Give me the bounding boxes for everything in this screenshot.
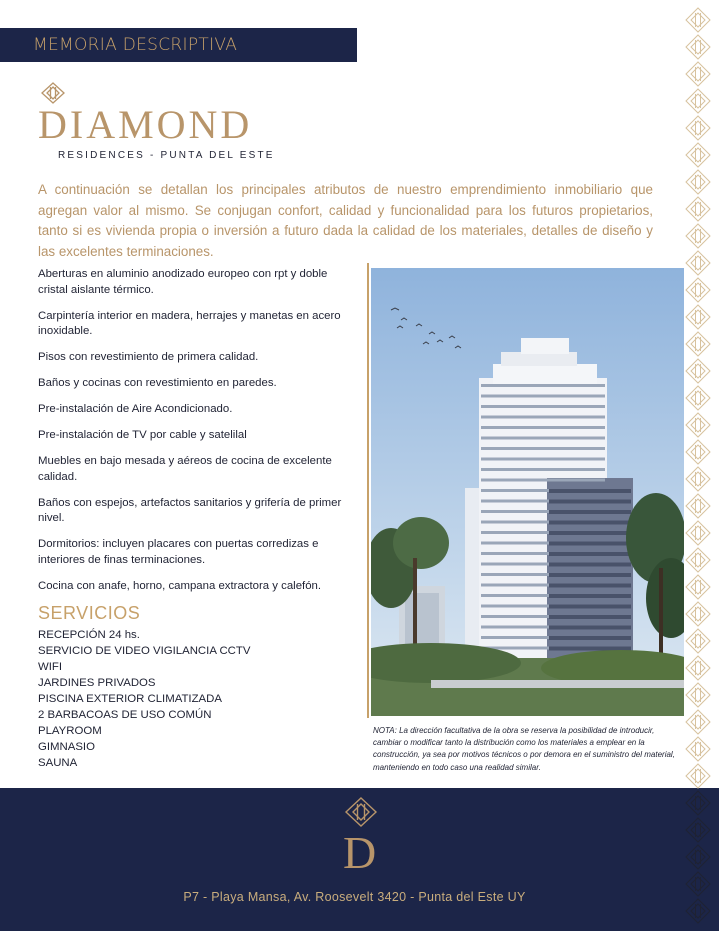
pattern-diamond <box>686 89 710 113</box>
pattern-diamond <box>686 629 710 653</box>
service-item: SAUNA <box>38 757 78 769</box>
diamond-footer-icon <box>344 797 378 827</box>
intro-paragraph: A continuación se detallan los principales atributos de nuestro emprendimiento inmobiliario que agregan valor al mismo. Se conjugan confort, calidad y funcionalidad para los futuros propietarios, tanto si es vivienda propia o inversión a futuro dada la calidad de los materiales, detalles de diseño y las excelentes terminaciones. <box>38 182 653 259</box>
service-item: RECEPCIÓN 24 hs. <box>38 629 140 641</box>
pattern-diamond <box>686 602 710 626</box>
floor-band <box>481 447 605 450</box>
floor-band <box>481 468 605 471</box>
feature-item: Dormitorios: incluyen placares con puertas corredizas e interiores de finas terminaciones. <box>38 538 319 566</box>
service-item: PLAYROOM <box>38 725 102 737</box>
pattern-diamond <box>686 62 710 86</box>
service-item: 2 BARBACOAS DE USO COMÚN <box>38 709 212 721</box>
floor-band <box>481 426 605 429</box>
floor-band <box>549 636 631 640</box>
footer-monogram: D <box>343 827 377 878</box>
floor-band <box>481 405 605 408</box>
pattern-diamond <box>686 575 710 599</box>
gold-divider <box>367 263 369 718</box>
floor-band <box>549 552 631 556</box>
floor-band <box>549 626 631 630</box>
pattern-diamond <box>686 8 710 32</box>
services-title: SERVICIOS <box>38 603 141 623</box>
pattern-diamond <box>686 35 710 59</box>
pattern-diamond <box>686 467 710 491</box>
service-item: GIMNASIO <box>38 741 95 753</box>
pattern-diamond <box>686 818 710 842</box>
pattern-diamond <box>686 710 710 734</box>
brand-name: DIAMOND <box>38 102 253 147</box>
floor-band <box>549 647 631 651</box>
floor-band <box>549 605 631 609</box>
floor-band <box>549 563 631 567</box>
floor-band <box>549 500 631 504</box>
floor-band <box>549 594 631 598</box>
header-title: MEMORIA DESCRIPTIVA <box>33 35 238 55</box>
pattern-diamond <box>686 143 710 167</box>
pattern-diamond <box>686 494 710 518</box>
pattern-diamond <box>686 170 710 194</box>
feature-item: Pre-instalación de Aire Acondicionado. <box>38 403 233 415</box>
pattern-diamond <box>686 440 710 464</box>
pattern-diamond <box>686 737 710 761</box>
pattern-diamond <box>686 224 710 248</box>
floor-band <box>481 458 605 461</box>
pattern-diamond <box>686 359 710 383</box>
pattern-diamond <box>686 197 710 221</box>
feature-item: Baños con espejos, artefactos sanitarios y grifería de primer nivel. <box>38 496 342 524</box>
floor-band <box>549 489 631 493</box>
pattern-diamond <box>686 791 710 815</box>
floor-band <box>481 416 605 419</box>
diamond-pattern-decoration <box>676 0 719 931</box>
pattern-diamond <box>686 656 710 680</box>
feature-item: Pre-instalación de TV por cable y satelilal <box>38 429 247 441</box>
pattern-diamond <box>686 521 710 545</box>
pattern-diamond <box>686 548 710 572</box>
floor-band <box>549 521 631 525</box>
pattern-diamond <box>686 332 710 356</box>
pattern-diamond <box>686 251 710 275</box>
feature-item: Cocina con anafe, horno, campana extractora y calefón. <box>38 579 322 592</box>
floor-band <box>549 584 631 588</box>
feature-item: Aberturas en aluminio anodizado europeo con rpt y doble cristal aislante térmico. <box>38 268 328 296</box>
service-item: WIFI <box>38 661 63 673</box>
brand-subtitle: RESIDENCES - PUNTA DEL ESTE <box>58 150 275 161</box>
pattern-diamond <box>686 845 710 869</box>
service-item: PISCINA EXTERIOR CLIMATIZADA <box>38 693 222 705</box>
pattern-diamond <box>686 305 710 329</box>
pattern-diamond <box>686 116 710 140</box>
services-list <box>38 627 250 771</box>
features-list <box>38 267 360 605</box>
pattern-diamond <box>686 764 710 788</box>
pattern-diamond <box>686 413 710 437</box>
floor-band <box>481 437 605 440</box>
pattern-diamond <box>686 872 710 896</box>
feature-item: Muebles en bajo mesada y aéreos de cocina de excelente calidad. <box>38 455 332 483</box>
service-item: JARDINES PRIVADOS <box>38 677 156 689</box>
building-rendering-image <box>371 268 684 716</box>
header-band <box>0 28 357 62</box>
floor-band <box>549 531 631 535</box>
pattern-diamond <box>686 278 710 302</box>
feature-item: Baños y cocinas con revestimiento en paredes. <box>38 377 277 389</box>
pattern-diamond <box>686 899 710 923</box>
floor-band <box>481 395 605 398</box>
floor-band <box>549 542 631 546</box>
service-item: SERVICIO DE VIDEO VIGILANCIA CCTV <box>38 645 251 657</box>
footer-address: P7 - Playa Mansa, Av. Roosevelt 3420 - Punta del Este UY <box>183 890 526 904</box>
floor-band <box>481 479 605 482</box>
feature-item: Carpintería interior en madera, herrajes y manetas en acero inoxidable. <box>38 309 341 337</box>
floor-band <box>549 615 631 619</box>
pattern-diamond <box>686 386 710 410</box>
floor-band <box>549 510 631 514</box>
floor-band <box>481 384 605 387</box>
pattern-diamond <box>686 683 710 707</box>
feature-item: Pisos con revestimiento de primera calidad. <box>38 351 259 363</box>
floor-band <box>549 573 631 577</box>
construction-note: NOTA: La dirección facultativa de la obra se reserva la posibilidad de introducir, cambiar o modificar tanto la distribución como los materiales a emplear en la construcción, ya sea por motivos técnicos o por demora en el suministro del material, manteniendo en todo caso una realidad similar. <box>373 726 675 772</box>
